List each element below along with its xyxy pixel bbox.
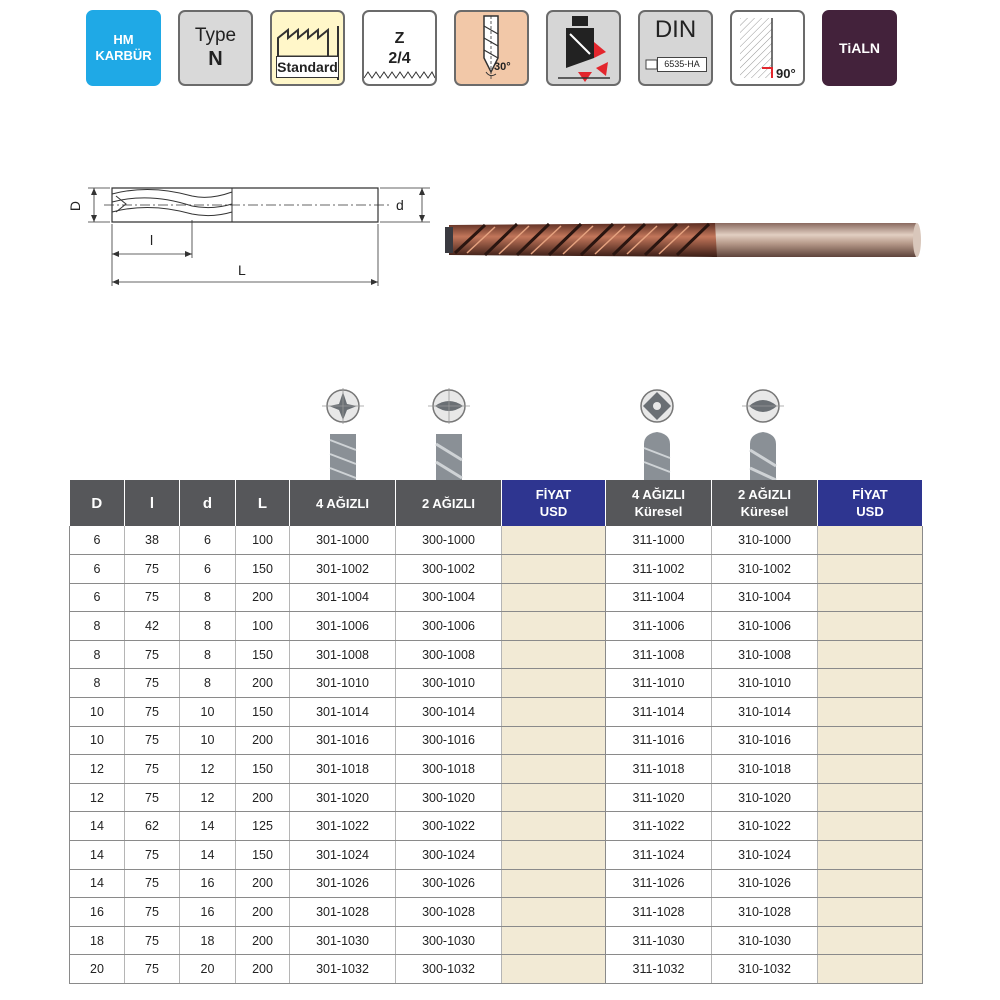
four-flute-flat-icon — [318, 388, 368, 483]
cell-d: 16 — [180, 898, 236, 927]
table-row — [70, 898, 923, 927]
cell-d: 14 — [180, 812, 236, 841]
cell-L: 200 — [236, 869, 290, 898]
flute-count-badge — [362, 10, 437, 86]
cell-price-2 — [818, 640, 923, 669]
cell-price-1 — [502, 612, 606, 641]
cell-2-flute-code: 300-1020 — [396, 783, 502, 812]
cell-price-1 — [502, 583, 606, 612]
machining-direction-badge — [546, 10, 621, 86]
flutes-value: 2/4 — [388, 50, 411, 67]
cell-l: 75 — [125, 869, 180, 898]
cell-4-flute-code: 301-1006 — [290, 612, 396, 641]
header-price-2-line1: FİYAT — [852, 487, 888, 502]
table-row — [70, 783, 923, 812]
feature-badges — [86, 10, 906, 88]
cell-d: 10 — [180, 698, 236, 727]
cell-d: 18 — [180, 926, 236, 955]
cell-d: 12 — [180, 755, 236, 784]
cell-2-flute-ball-code: 310-1020 — [712, 783, 818, 812]
cell-4-flute-ball-code: 311-1030 — [606, 926, 712, 955]
cell-D: 8 — [70, 612, 125, 641]
cell-4-flute-code: 301-1002 — [290, 555, 396, 584]
din-standard-badge — [638, 10, 713, 86]
cell-d: 16 — [180, 869, 236, 898]
cell-l: 75 — [125, 841, 180, 870]
cell-D: 16 — [70, 898, 125, 927]
end-mill-outline — [60, 170, 440, 290]
cell-l: 75 — [125, 726, 180, 755]
cell-L: 150 — [236, 755, 290, 784]
cell-price-1 — [502, 812, 606, 841]
coating-label: TiALN — [839, 40, 880, 56]
cell-4-flute-ball-code: 311-1010 — [606, 669, 712, 698]
cell-4-flute-code: 301-1016 — [290, 726, 396, 755]
tooth-profile-icon — [364, 12, 435, 84]
cell-L: 150 — [236, 841, 290, 870]
cell-l: 42 — [125, 612, 180, 641]
cell-L: 150 — [236, 698, 290, 727]
cell-l: 75 — [125, 926, 180, 955]
header-2-flute-ball — [712, 480, 818, 526]
cell-2-flute-code: 300-1014 — [396, 698, 502, 727]
cell-2-flute-ball-code: 310-1008 — [712, 640, 818, 669]
product-table — [69, 480, 923, 984]
cell-4-flute-ball-code: 311-1004 — [606, 583, 712, 612]
helix-drill-icon — [456, 12, 527, 84]
helix-angle-value: 30° — [494, 61, 511, 73]
cell-4-flute-code: 301-1014 — [290, 698, 396, 727]
cell-l: 75 — [125, 955, 180, 984]
header-price-2 — [818, 480, 923, 526]
table-row — [70, 955, 923, 984]
cell-L: 100 — [236, 612, 290, 641]
type-label: Type — [194, 25, 237, 46]
cell-2-flute-code: 300-1022 — [396, 812, 502, 841]
header-price-1 — [502, 480, 606, 526]
cell-2-flute-ball-code: 310-1028 — [712, 898, 818, 927]
cell-price-1 — [502, 841, 606, 870]
two-flute-flat-icon — [424, 388, 474, 483]
cell-4-flute-ball-code: 311-1026 — [606, 869, 712, 898]
cell-price-2 — [818, 869, 923, 898]
cell-D: 14 — [70, 869, 125, 898]
cell-l: 75 — [125, 698, 180, 727]
table-row — [70, 812, 923, 841]
header-2-flute-ball-line1: 2 AĞIZLI — [738, 487, 791, 502]
cell-D: 20 — [70, 955, 125, 984]
cell-D: 14 — [70, 812, 125, 841]
cell-L: 200 — [236, 669, 290, 698]
cell-4-flute-code: 301-1022 — [290, 812, 396, 841]
cell-D: 8 — [70, 640, 125, 669]
cell-L: 150 — [236, 640, 290, 669]
cell-4-flute-ball-code: 311-1022 — [606, 812, 712, 841]
cell-d: 8 — [180, 669, 236, 698]
table-row — [70, 526, 923, 555]
milling-direction-icon — [548, 12, 619, 84]
cell-D: 6 — [70, 583, 125, 612]
end-mill-photo — [445, 215, 925, 265]
cell-l: 75 — [125, 583, 180, 612]
cell-2-flute-ball-code: 310-1032 — [712, 955, 818, 984]
cell-L: 150 — [236, 555, 290, 584]
cell-2-flute-code: 300-1000 — [396, 526, 502, 555]
cell-price-2 — [818, 669, 923, 698]
flutes-label: Z — [394, 30, 405, 47]
cell-d: 8 — [180, 583, 236, 612]
header-4-flute: 4 AĞIZLI — [290, 480, 396, 526]
cell-price-2 — [818, 726, 923, 755]
cell-4-flute-code: 301-1010 — [290, 669, 396, 698]
cell-2-flute-code: 300-1032 — [396, 955, 502, 984]
cell-l: 75 — [125, 640, 180, 669]
cell-price-1 — [502, 555, 606, 584]
cell-D: 18 — [70, 926, 125, 955]
cell-price-1 — [502, 926, 606, 955]
cell-4-flute-code: 301-1008 — [290, 640, 396, 669]
cell-d: 20 — [180, 955, 236, 984]
cell-2-flute-ball-code: 310-1002 — [712, 555, 818, 584]
cell-price-2 — [818, 755, 923, 784]
cell-2-flute-ball-code: 310-1018 — [712, 755, 818, 784]
cell-4-flute-ball-code: 311-1006 — [606, 612, 712, 641]
cell-2-flute-ball-code: 310-1016 — [712, 726, 818, 755]
table-row — [70, 698, 923, 727]
header-price-2-line2: USD — [856, 504, 884, 519]
cell-4-flute-ball-code: 311-1018 — [606, 755, 712, 784]
cell-price-2 — [818, 955, 923, 984]
cell-4-flute-ball-code: 311-1002 — [606, 555, 712, 584]
cell-price-2 — [818, 926, 923, 955]
cell-price-1 — [502, 755, 606, 784]
cell-price-2 — [818, 583, 923, 612]
cell-price-1 — [502, 898, 606, 927]
header-price-1-line2: USD — [539, 504, 568, 519]
dim-l-label: l — [150, 232, 154, 248]
cell-L: 200 — [236, 955, 290, 984]
cutting-angle-value: 90° — [776, 66, 796, 81]
four-flute-ball-icon — [632, 388, 682, 483]
cell-2-flute-code: 300-1004 — [396, 583, 502, 612]
cell-2-flute-code: 300-1002 — [396, 555, 502, 584]
table-row — [70, 726, 923, 755]
cell-D: 12 — [70, 783, 125, 812]
cell-price-2 — [818, 898, 923, 927]
cell-2-flute-code: 300-1024 — [396, 841, 502, 870]
cell-2-flute-ball-code: 310-1010 — [712, 669, 818, 698]
cell-d: 10 — [180, 726, 236, 755]
cell-4-flute-code: 301-1024 — [290, 841, 396, 870]
tool-head-pictograms — [0, 388, 1000, 483]
cell-4-flute-code: 301-1030 — [290, 926, 396, 955]
cell-L: 200 — [236, 726, 290, 755]
table-body — [70, 526, 923, 984]
cell-price-2 — [818, 841, 923, 870]
cell-4-flute-ball-code: 311-1028 — [606, 898, 712, 927]
cell-2-flute-code: 300-1010 — [396, 669, 502, 698]
header-d: d — [180, 480, 236, 526]
cell-l: 75 — [125, 555, 180, 584]
type-value: N — [208, 48, 223, 70]
cell-2-flute-code: 300-1016 — [396, 726, 502, 755]
header-2-flute: 2 AĞIZLI — [396, 480, 502, 526]
cell-4-flute-code: 301-1032 — [290, 955, 396, 984]
table-header-row — [70, 480, 923, 526]
cell-l: 75 — [125, 669, 180, 698]
cell-4-flute-ball-code: 311-1000 — [606, 526, 712, 555]
header-price-1-line1: FİYAT — [535, 487, 572, 502]
cell-4-flute-ball-code: 311-1024 — [606, 841, 712, 870]
cell-price-1 — [502, 640, 606, 669]
cell-price-1 — [502, 955, 606, 984]
cell-d: 6 — [180, 526, 236, 555]
standard-shank-badge — [270, 10, 345, 86]
cell-price-2 — [818, 612, 923, 641]
cell-L: 200 — [236, 898, 290, 927]
cell-price-2 — [818, 526, 923, 555]
table-row — [70, 583, 923, 612]
table-row — [70, 555, 923, 584]
cell-2-flute-ball-code: 310-1006 — [712, 612, 818, 641]
cell-price-1 — [502, 669, 606, 698]
cell-2-flute-ball-code: 310-1022 — [712, 812, 818, 841]
cell-2-flute-code: 300-1006 — [396, 612, 502, 641]
cell-D: 10 — [70, 726, 125, 755]
cell-d: 8 — [180, 640, 236, 669]
header-4-flute-ball-line1: 4 AĞIZLI — [632, 487, 685, 502]
din-number: 6535-HA — [657, 57, 707, 72]
cell-d: 8 — [180, 612, 236, 641]
cell-price-1 — [502, 869, 606, 898]
cell-price-2 — [818, 812, 923, 841]
cell-D: 8 — [70, 669, 125, 698]
header-D: D — [70, 480, 125, 526]
cell-l: 75 — [125, 783, 180, 812]
header-l: l — [125, 480, 180, 526]
material-label: HM KARBÜR — [95, 32, 152, 63]
cell-4-flute-code: 301-1028 — [290, 898, 396, 927]
cell-L: 200 — [236, 926, 290, 955]
dim-D-label: D — [67, 200, 84, 212]
din-label: DIN — [654, 16, 697, 43]
cell-l: 38 — [125, 526, 180, 555]
table-row — [70, 669, 923, 698]
cell-price-1 — [502, 783, 606, 812]
cell-D: 12 — [70, 755, 125, 784]
table-row — [70, 612, 923, 641]
cell-4-flute-ball-code: 311-1008 — [606, 640, 712, 669]
cell-D: 10 — [70, 698, 125, 727]
din-shank-icon — [640, 12, 711, 84]
cell-l: 75 — [125, 898, 180, 927]
cell-price-1 — [502, 726, 606, 755]
cell-4-flute-code: 301-1026 — [290, 869, 396, 898]
cell-d: 6 — [180, 555, 236, 584]
cell-L: 200 — [236, 783, 290, 812]
cell-4-flute-ball-code: 311-1032 — [606, 955, 712, 984]
end-mill-drawing — [60, 170, 440, 290]
dim-L-label: L — [238, 262, 246, 278]
cutting-angle-badge — [730, 10, 805, 86]
cell-L: 100 — [236, 526, 290, 555]
table-row — [70, 640, 923, 669]
table-row — [70, 755, 923, 784]
cell-D: 14 — [70, 841, 125, 870]
cell-2-flute-ball-code: 310-1004 — [712, 583, 818, 612]
cell-price-2 — [818, 783, 923, 812]
header-4-flute-ball — [606, 480, 712, 526]
coating-badge — [822, 10, 897, 86]
two-flute-ball-icon — [738, 388, 788, 483]
cell-D: 6 — [70, 526, 125, 555]
header-2-flute-ball-line2: Küresel — [740, 504, 789, 519]
cell-l: 75 — [125, 755, 180, 784]
cell-4-flute-code: 301-1004 — [290, 583, 396, 612]
cell-L: 200 — [236, 583, 290, 612]
cell-price-1 — [502, 698, 606, 727]
table-row — [70, 926, 923, 955]
cell-4-flute-ball-code: 311-1014 — [606, 698, 712, 727]
cell-2-flute-ball-code: 310-1000 — [712, 526, 818, 555]
cell-price-1 — [502, 526, 606, 555]
cell-2-flute-code: 300-1026 — [396, 869, 502, 898]
cell-4-flute-code: 301-1020 — [290, 783, 396, 812]
table-row — [70, 841, 923, 870]
cell-4-flute-code: 301-1000 — [290, 526, 396, 555]
cell-2-flute-code: 300-1018 — [396, 755, 502, 784]
cell-L: 125 — [236, 812, 290, 841]
carbide-material-badge — [86, 10, 161, 86]
cell-2-flute-code: 300-1028 — [396, 898, 502, 927]
cell-2-flute-ball-code: 310-1014 — [712, 698, 818, 727]
header-4-flute-ball-line2: Küresel — [634, 504, 683, 519]
helix-angle-badge — [454, 10, 529, 86]
cell-4-flute-ball-code: 311-1016 — [606, 726, 712, 755]
cell-4-flute-ball-code: 311-1020 — [606, 783, 712, 812]
cell-4-flute-code: 301-1018 — [290, 755, 396, 784]
cell-2-flute-ball-code: 310-1030 — [712, 926, 818, 955]
cell-l: 62 — [125, 812, 180, 841]
cell-price-2 — [818, 555, 923, 584]
type-badge — [178, 10, 253, 86]
cell-2-flute-code: 300-1008 — [396, 640, 502, 669]
cell-price-2 — [818, 698, 923, 727]
cell-D: 6 — [70, 555, 125, 584]
header-L: L — [236, 480, 290, 526]
cell-d: 12 — [180, 783, 236, 812]
dim-d-label: d — [396, 197, 404, 213]
standard-label: Standard — [276, 56, 339, 78]
cell-d: 14 — [180, 841, 236, 870]
cell-2-flute-ball-code: 310-1026 — [712, 869, 818, 898]
cell-2-flute-ball-code: 310-1024 — [712, 841, 818, 870]
table-row — [70, 869, 923, 898]
cell-2-flute-code: 300-1030 — [396, 926, 502, 955]
